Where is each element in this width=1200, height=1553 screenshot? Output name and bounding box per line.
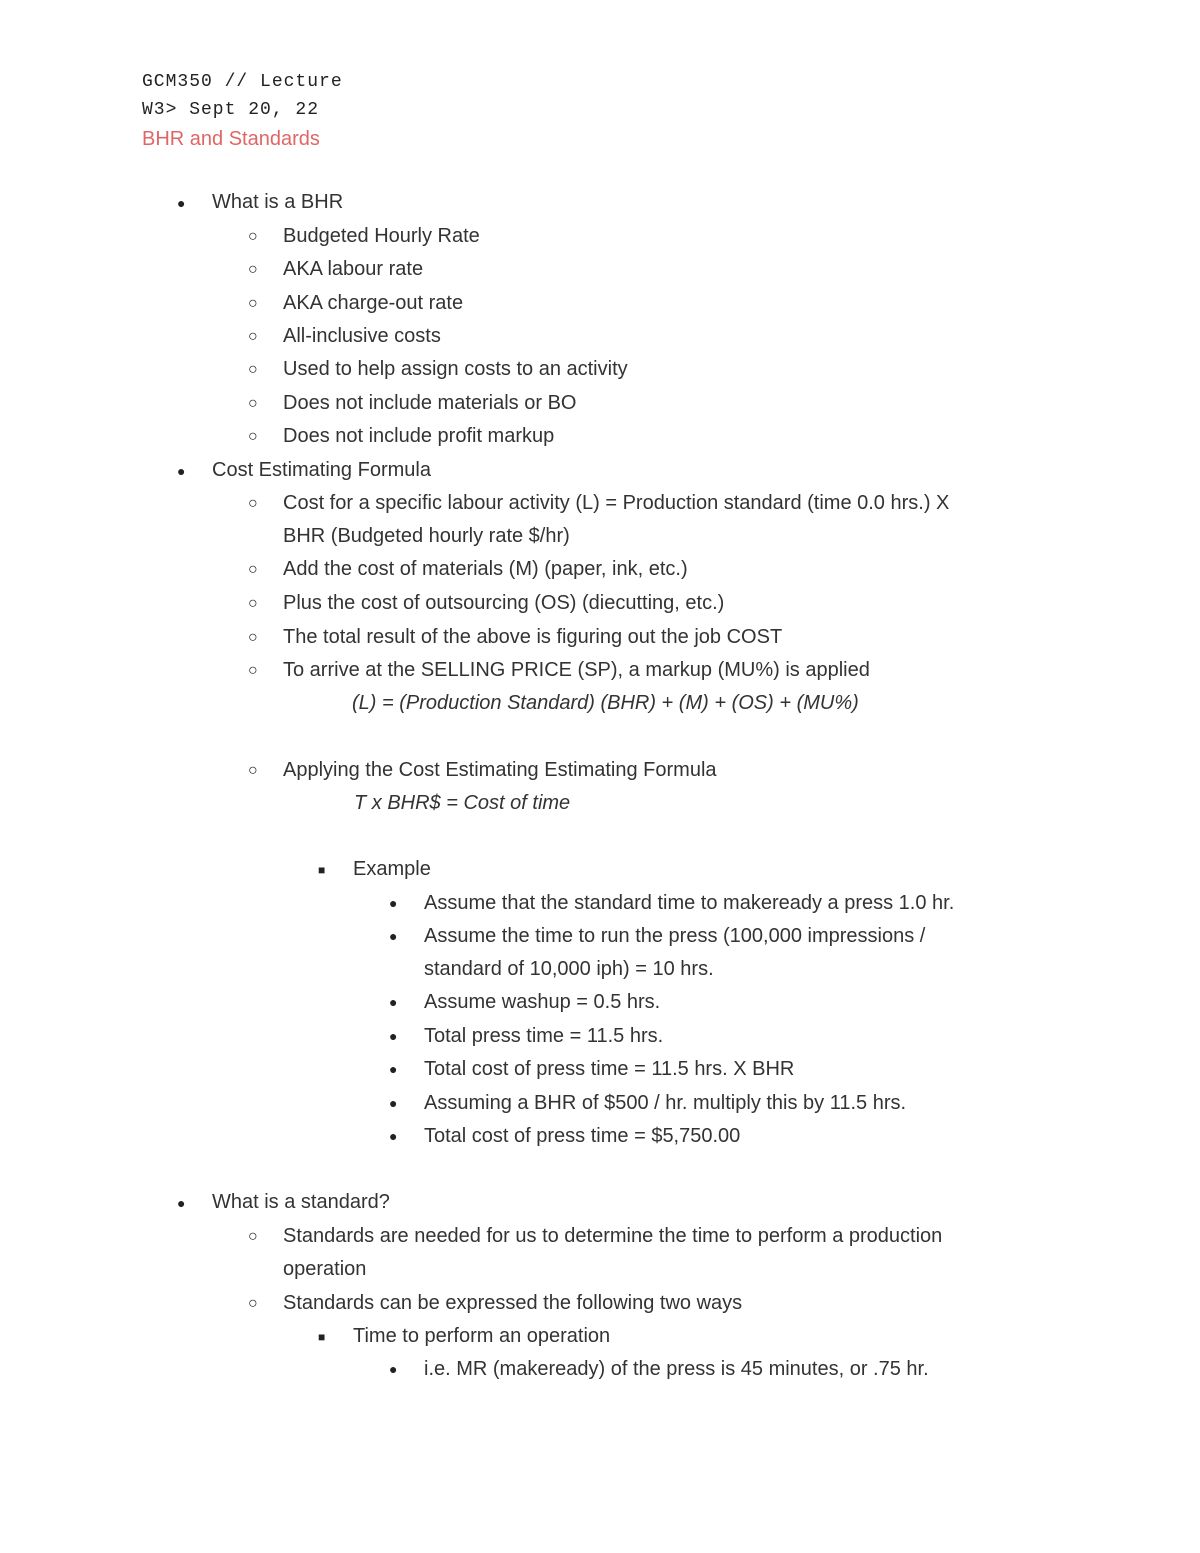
bullet-disc-icon: ● xyxy=(389,994,398,1010)
bullet-disc-icon: ● xyxy=(389,1095,398,1111)
list-item: Assume the time to run the press (100,000 impressions / xyxy=(424,925,926,947)
list-item: AKA charge-out rate xyxy=(283,292,464,314)
bullet-circle-icon: ○ xyxy=(248,495,258,512)
bullet-disc-icon: ● xyxy=(389,1128,398,1144)
date-line: W3> Sept 20, 22 xyxy=(142,100,320,120)
bullet-circle-icon: ○ xyxy=(248,595,258,612)
list-item: i.e. MR (makeready) of the press is 45 minutes, or .75 hr. xyxy=(424,1358,929,1380)
list-item: Assuming a BHR of $500 / hr. multiply this by 11.5 hrs. xyxy=(424,1092,907,1114)
list-item: Total press time = 11.5 hrs. xyxy=(424,1025,664,1047)
list-item: Does not include materials or BO xyxy=(283,392,577,414)
bullet-circle-icon: ○ xyxy=(248,361,258,378)
formula-heading: Cost Estimating Formula xyxy=(212,459,431,481)
list-item: Standards are needed for us to determine the time to perform a production xyxy=(283,1225,943,1247)
bullet-circle-icon: ○ xyxy=(248,662,258,679)
list-item-continuation: operation xyxy=(283,1258,367,1280)
bullet-disc-icon: ● xyxy=(389,1361,398,1377)
list-item: To arrive at the SELLING PRICE (SP), a markup (MU%) is applied xyxy=(283,659,870,681)
list-item-continuation: BHR (Budgeted hourly rate $/hr) xyxy=(283,525,570,547)
bullet-circle-icon: ○ xyxy=(248,261,258,278)
page-title: BHR and Standards xyxy=(142,128,320,150)
list-item: Cost for a specific labour activity (L) = Production standard (time 0.0 hrs.) X xyxy=(283,492,950,514)
list-item: Budgeted Hourly Rate xyxy=(283,225,480,247)
bullet-circle-icon: ○ xyxy=(248,762,258,779)
list-item: Used to help assign costs to an activity xyxy=(283,358,628,380)
example-heading: Example xyxy=(353,858,431,880)
list-item: The total result of the above is figuring out the job COST xyxy=(283,626,783,648)
cost-formula: (L) = (Production Standard) (BHR) + (M) + (OS) + (MU%) xyxy=(352,692,859,714)
list-item: AKA labour rate xyxy=(283,258,424,280)
bullet-square-icon: ■ xyxy=(318,1330,326,1344)
bullet-disc-icon: ● xyxy=(389,895,398,911)
bullet-square-icon: ■ xyxy=(318,863,326,877)
list-item: Total cost of press time = 11.5 hrs. X BHR xyxy=(424,1058,795,1080)
list-item: Assume washup = 0.5 hrs. xyxy=(424,991,661,1013)
bullet-circle-icon: ○ xyxy=(248,295,258,312)
bullet-circle-icon: ○ xyxy=(248,228,258,245)
list-item: Standards can be expressed the following two ways xyxy=(283,1292,743,1314)
bullet-disc-icon: ● xyxy=(177,463,186,479)
list-item: Does not include profit markup xyxy=(283,425,555,447)
bullet-circle-icon: ○ xyxy=(248,1295,258,1312)
course-line: GCM350 // Lecture xyxy=(142,72,343,92)
list-item: Assume that the standard time to makeready a press 1.0 hr. xyxy=(424,892,955,914)
bullet-disc-icon: ● xyxy=(389,928,398,944)
standard-heading: What is a standard? xyxy=(212,1191,390,1213)
list-item: Applying the Cost Estimating Estimating Formula xyxy=(283,759,717,781)
bullet-disc-icon: ● xyxy=(177,1195,186,1211)
list-item: Total cost of press time = $5,750.00 xyxy=(424,1125,741,1147)
bullet-disc-icon: ● xyxy=(389,1028,398,1044)
list-item: Time to perform an operation xyxy=(353,1325,611,1347)
bhr-heading: What is a BHR xyxy=(212,191,344,213)
bullet-circle-icon: ○ xyxy=(248,1228,258,1245)
bullet-circle-icon: ○ xyxy=(248,328,258,345)
time-cost-formula: T x BHR$ = Cost of time xyxy=(354,792,571,814)
list-item: Add the cost of materials (M) (paper, ink, etc.) xyxy=(283,558,688,580)
bullet-circle-icon: ○ xyxy=(248,561,258,578)
bullet-circle-icon: ○ xyxy=(248,395,258,412)
bullet-circle-icon: ○ xyxy=(248,629,258,646)
bullet-disc-icon: ● xyxy=(177,195,186,211)
bullet-circle-icon: ○ xyxy=(248,428,258,445)
list-item: Plus the cost of outsourcing (OS) (diecutting, etc.) xyxy=(283,592,725,614)
bullet-disc-icon: ● xyxy=(389,1061,398,1077)
list-item-continuation: standard of 10,000 iph) = 10 hrs. xyxy=(424,958,714,980)
list-item: All-inclusive costs xyxy=(283,325,441,347)
